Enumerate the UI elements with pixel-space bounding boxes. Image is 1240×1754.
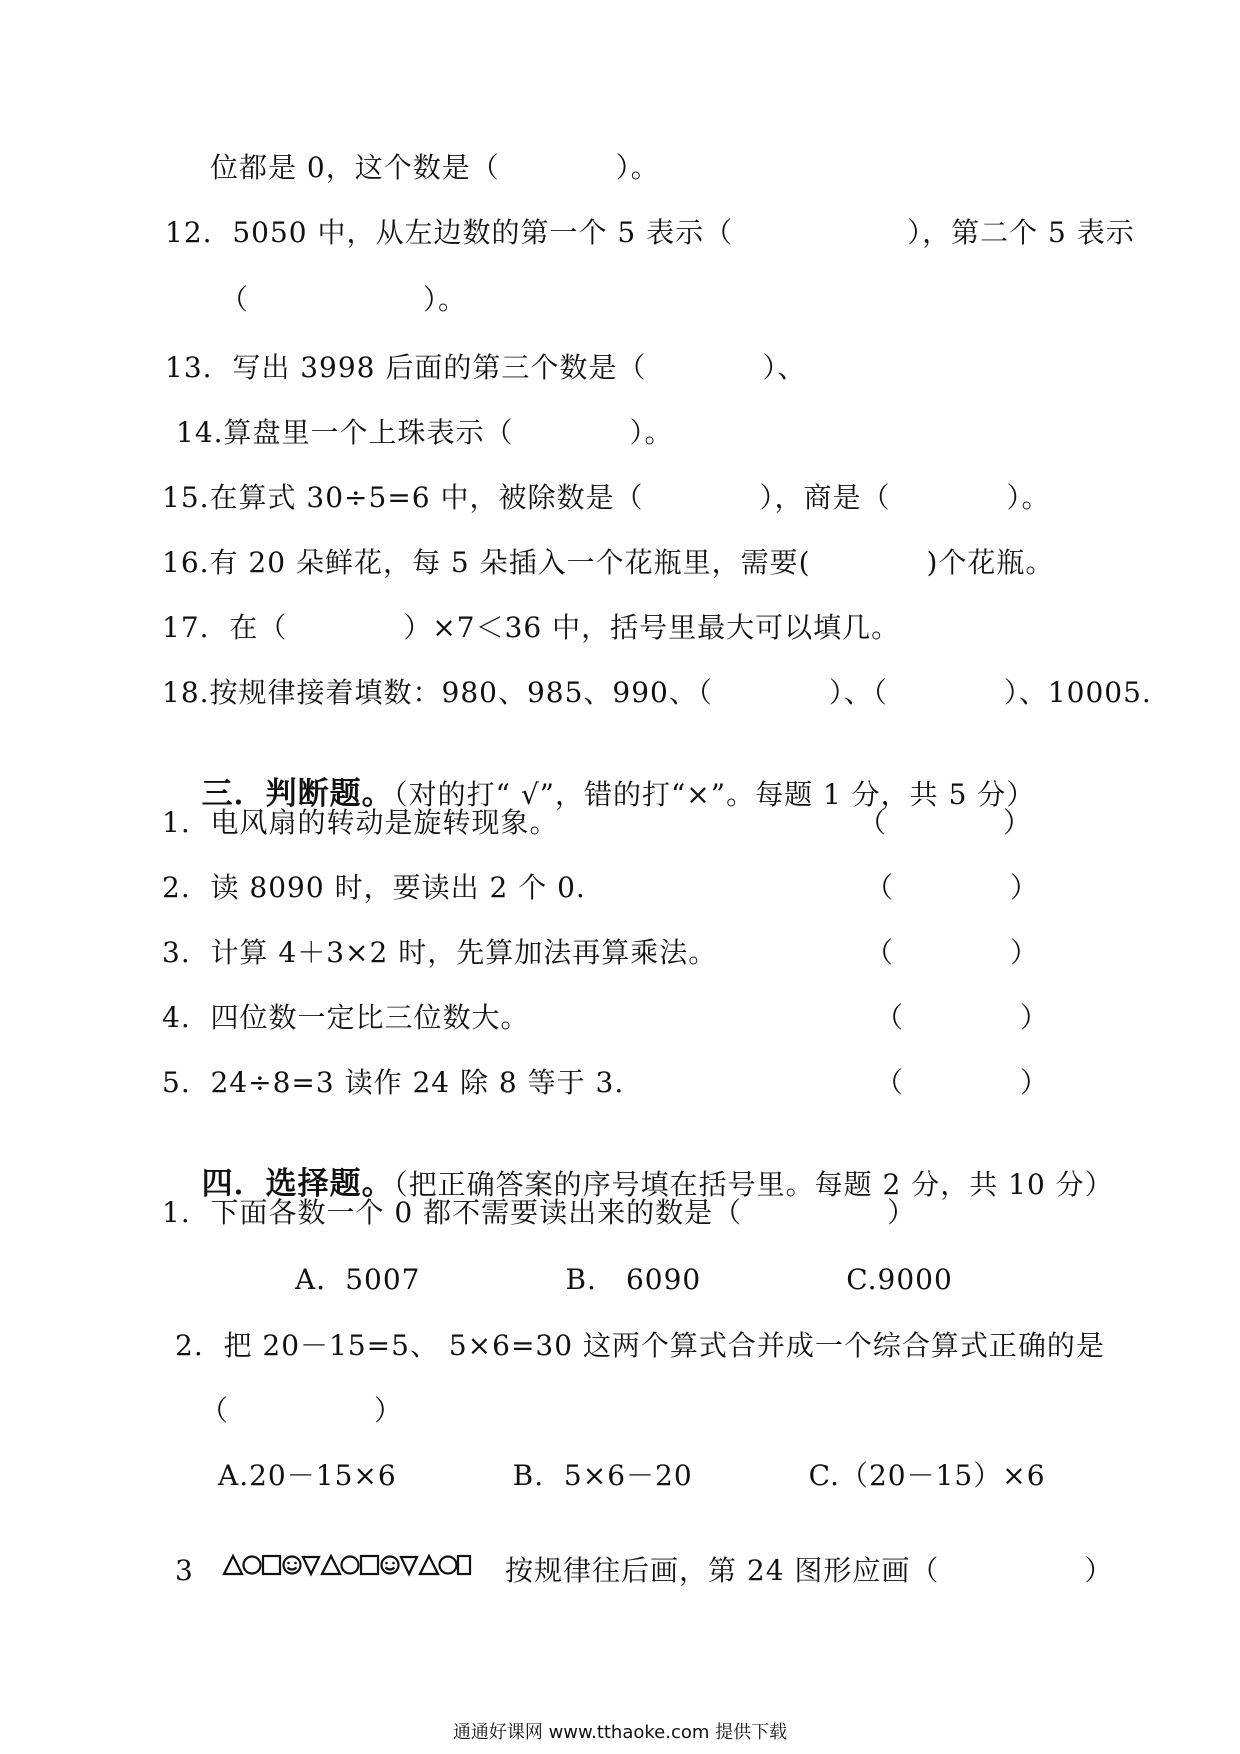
section3-title: 三．判断题。 (201, 776, 394, 812)
choice-q2-options: A.20－15×6 B. 5×6－20 C.（20－15）×6 (218, 1459, 1046, 1492)
judge-item-3: 3. 计算 4＋3×2 时，先算加法再算乘法。 (162, 936, 718, 969)
choice-q1-options: A．5007 B. 6090 C.9000 (295, 1263, 953, 1296)
choice-q3-number: 3 (175, 1554, 194, 1587)
choice-q2: 2. 把 20－15=5、 5×6=30 这两个算式合并成一个综合算式正确的是 (175, 1329, 1105, 1362)
judge-item-4: 4. 四位数一定比三位数大。 (162, 1001, 530, 1034)
q13: 13. 写出 3998 后面的第三个数是（ ）、 (165, 351, 807, 384)
judge-item-1: 1. 电风扇的转动是旋转现象。 (162, 806, 559, 839)
judge-blank-3: （ ） (865, 936, 1040, 969)
judge-blank-2: （ ） (865, 871, 1040, 904)
q15: 15.在算式 30÷5=6 中，被除数是（ ），商是（ ）。 (162, 481, 1051, 514)
q14: 14.算盘里一个上珠表示（ ）。 (176, 416, 674, 449)
choice-q1: 1. 下面各数一个 0 都不需要读出来的数是（ ） (162, 1196, 917, 1229)
section3-note: （对的打“ √”，错的打“×”。每题 1 分，共 5 分） (393, 778, 1036, 811)
judge-blank-1: （ ） (858, 806, 1033, 839)
judge-item-5: 5. 24÷8=3 读作 24 除 8 等于 3. (162, 1066, 625, 1099)
q16: 16.有 20 朵鲜花，每 5 朵插入一个花瓶里，需要( )个花瓶。 (162, 546, 1055, 579)
shape-pattern-image (222, 1553, 472, 1577)
q12-line1: 12. 5050 中，从左边数的第一个 5 表示（ ），第二个 5 表示 (165, 216, 1135, 249)
section4-note: （把正确答案的序号填在括号里。每题 2 分，共 10 分） (393, 1168, 1114, 1201)
choice-q2-blank: （ ） (200, 1394, 404, 1427)
choice-q3-text: 按规律往后画，第 24 图形应画（ ） (505, 1554, 1114, 1587)
footer-credit: 通通好课网 www.tthaoke.com 提供下载 (452, 1722, 788, 1743)
q18: 18.按规律接着填数：980、985、990、（ ）、（ ）、10005. (162, 676, 1152, 709)
section4-title: 四．选择题。 (201, 1166, 394, 1202)
q12-line2: （ ）。 (220, 283, 468, 316)
judge-blank-4: （ ） (875, 1001, 1050, 1034)
q17: 17. 在（ ）×7＜36 中，括号里最大可以填几。 (162, 611, 901, 644)
judge-blank-5: （ ） (875, 1066, 1050, 1099)
q11-continuation: 位都是 0，这个数是（ ）。 (210, 151, 660, 184)
judge-item-2: 2. 读 8090 时，要读出 2 个 0. (162, 871, 586, 904)
